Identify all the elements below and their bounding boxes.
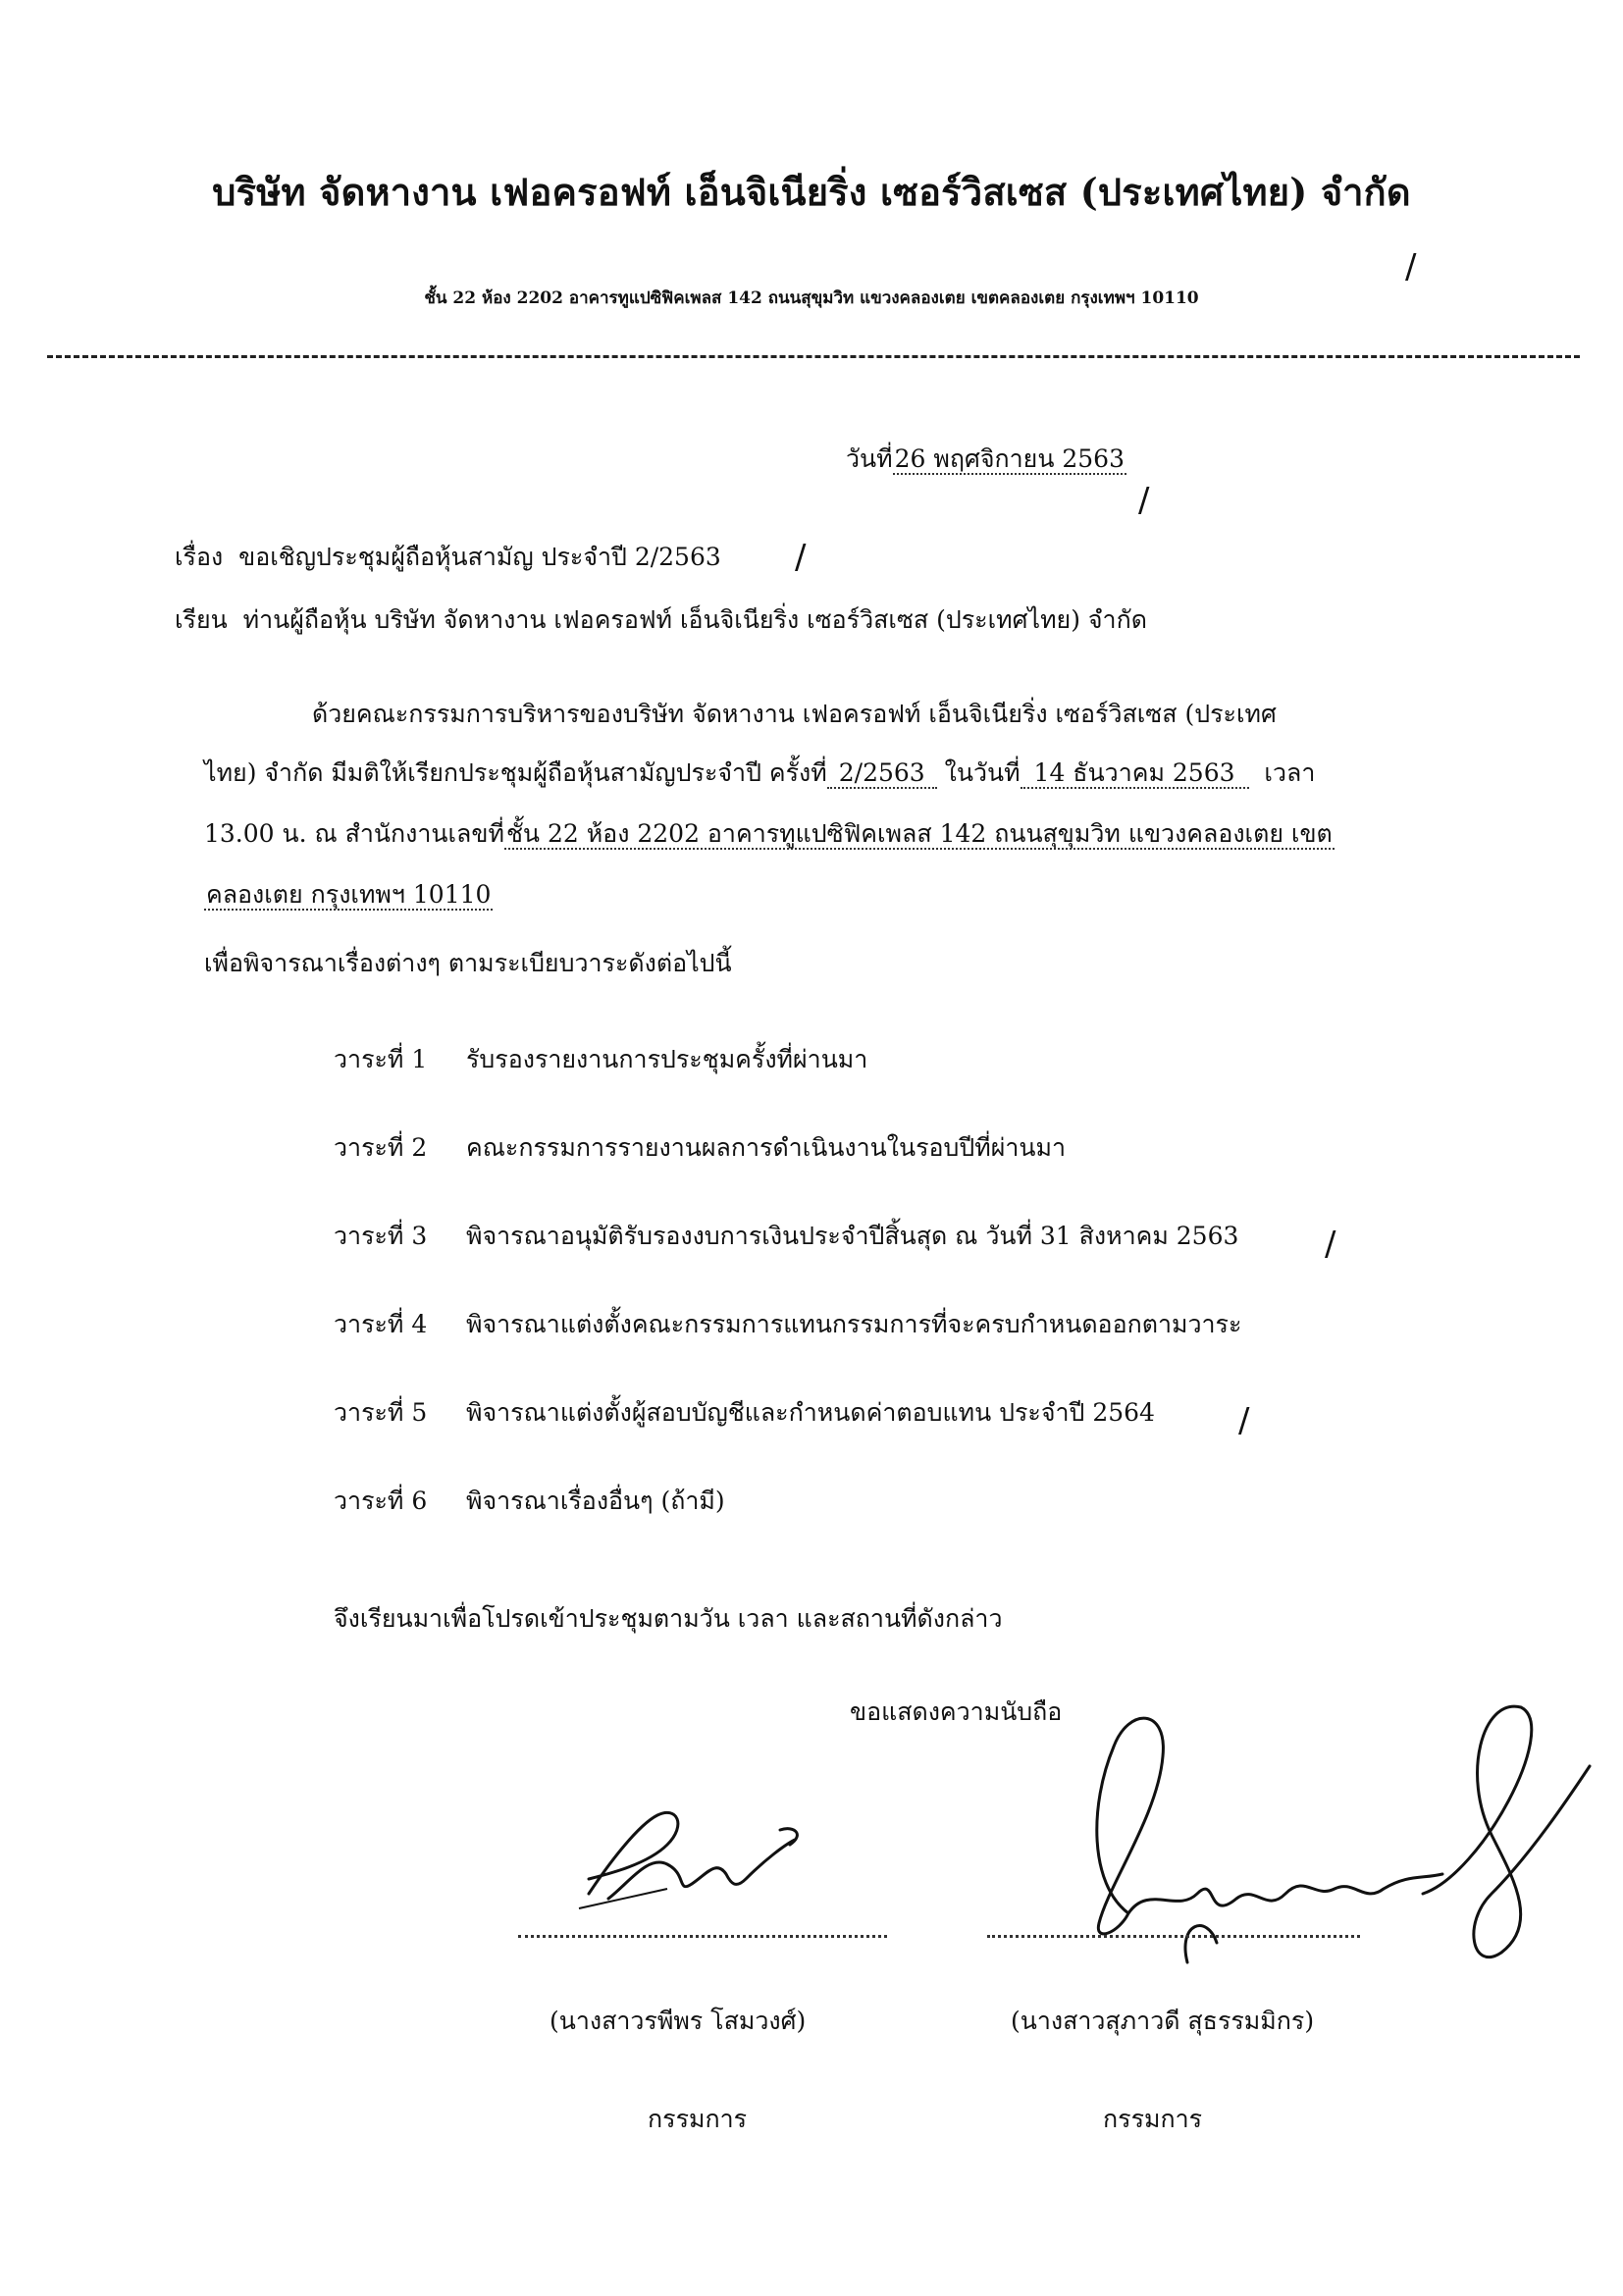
signature-line-2 bbox=[987, 1935, 1360, 1938]
check-tick-mark: / bbox=[1138, 481, 1150, 520]
signature-1 bbox=[550, 1786, 824, 1933]
company-address: ชั้น 22 ห้อง 2202 อาคารทูแปซิฟิคเพลส 142 ถนนสุขุมวิท แขวงคลองเตย เขตคลองเตย กรุงเทพฯ 10110 bbox=[424, 288, 1199, 308]
subject-text: ขอเชิญประชุมผู้ถือหุ้นสามัญ ประจำปี 2/2563 bbox=[238, 543, 721, 571]
body-line-2: ไทย) จำกัด มีมติให้เรียกประชุมผู้ถือหุ้นสามัญประจำปี ครั้งที่ 2/2563 ในวันที่ 14 ธันวาคม 2563 เวลา bbox=[204, 758, 1316, 787]
recipient-text: ท่านผู้ถือหุ้น บริษัท จัดหางาน เฟอครอฟท์ เอ็นจิเนียริ่ง เซอร์วิสเซส (ประเทศไทย) จำกัด bbox=[242, 605, 1147, 634]
check-tick-mark: / bbox=[1325, 1225, 1336, 1264]
body-line-1: ด้วยคณะกรรมการบริหารของบริษัท จัดหางาน เฟอครอฟท์ เอ็นจิเนียริ่ง เซอร์วิสเซส (ประเทศ bbox=[312, 700, 1277, 728]
regards-text: ขอแสดงความนับถือ bbox=[850, 1697, 1063, 1726]
check-tick-mark: / bbox=[1405, 247, 1417, 287]
signatory-title-1: กรรมการ bbox=[648, 2105, 748, 2133]
meeting-venue-cont: คลองเตย กรุงเทพฯ 10110 bbox=[206, 880, 492, 909]
signature-line-1 bbox=[518, 1935, 887, 1938]
meeting-venue: ชั้น 22 ห้อง 2202 อาคารทูแปซิฟิคเพลส 142 ถนนสุขุมวิท แขวงคลองเตย เขต bbox=[505, 819, 1333, 848]
agenda-item: วาระที่ 6 พิจารณาเรื่องอื่นๆ (ถ้ามี) bbox=[334, 1487, 725, 1515]
meeting-date: 14 ธันวาคม 2563 bbox=[1021, 758, 1249, 789]
agenda-item: วาระที่ 5 พิจารณาแต่งตั้งผู้สอบบัญชีและกำหนดค่าตอบแทน ประจำปี 2564 bbox=[334, 1398, 1155, 1427]
company-name-heading: บริษัท จัดหางาน เฟอครอฟท์ เอ็นจิเนียริ่ง เซอร์วิสเซส (ประเทศไทย) จำกัด bbox=[212, 170, 1411, 214]
date-value: 26 พฤศจิกายน 2563 bbox=[894, 444, 1125, 473]
signatory-name-2: (นางสาวสุภาวดี สุธรรมมิกร) bbox=[1011, 2007, 1315, 2035]
agenda-intro: เพื่อพิจารณาเรื่องต่างๆ ตามระเบียบวาระดังต่อไปนี้ bbox=[204, 949, 732, 977]
recipient-label: เรียน bbox=[175, 605, 228, 634]
signatory-name-1: (นางสาวรพีพร โสมวงศ์) bbox=[550, 2007, 807, 2035]
signature-2 bbox=[1070, 1688, 1599, 1962]
agenda-item: วาระที่ 3 พิจารณาอนุมัติรับรองงบการเงินประจำปีสิ้นสุด ณ วันที่ 31 สิงหาคม 2563 bbox=[334, 1222, 1239, 1250]
agenda-item: วาระที่ 4 พิจารณาแต่งตั้งคณะกรรมการแทนกรรมการที่จะครบกำหนดออกตามวาระ bbox=[334, 1310, 1242, 1338]
check-tick-mark: / bbox=[795, 538, 807, 577]
closing-text: จึงเรียนมาเพื่อโปรดเข้าประชุมตามวัน เวลา และสถานที่ดังกล่าว bbox=[334, 1604, 1003, 1633]
meeting-number: 2/2563 bbox=[827, 758, 937, 789]
subject-label: เรื่อง bbox=[175, 543, 224, 571]
agenda-item: วาระที่ 1 รับรองรายงานการประชุมครั้งที่ผ่านมา bbox=[334, 1045, 868, 1073]
check-tick-mark: / bbox=[1238, 1401, 1250, 1440]
body-line-3: 13.00 น. ณ สำนักงานเลขที่ชั้น 22 ห้อง 2202 อาคารทูแปซิฟิคเพลส 142 ถนนสุขุมวิท แขวงคลองเตย เขต bbox=[204, 819, 1333, 848]
signatory-title-2: กรรมการ bbox=[1103, 2105, 1203, 2133]
recipient-line bbox=[175, 600, 1147, 640]
date-line bbox=[846, 440, 1126, 479]
subject-line bbox=[175, 538, 721, 577]
body-line-4 bbox=[204, 875, 493, 914]
agenda-item: วาระที่ 2 คณะกรรมการรายงานผลการดำเนินงานในรอบปีที่ผ่านมา bbox=[334, 1133, 1067, 1162]
date-label: วันที่ bbox=[846, 444, 893, 473]
header-divider bbox=[47, 355, 1580, 358]
